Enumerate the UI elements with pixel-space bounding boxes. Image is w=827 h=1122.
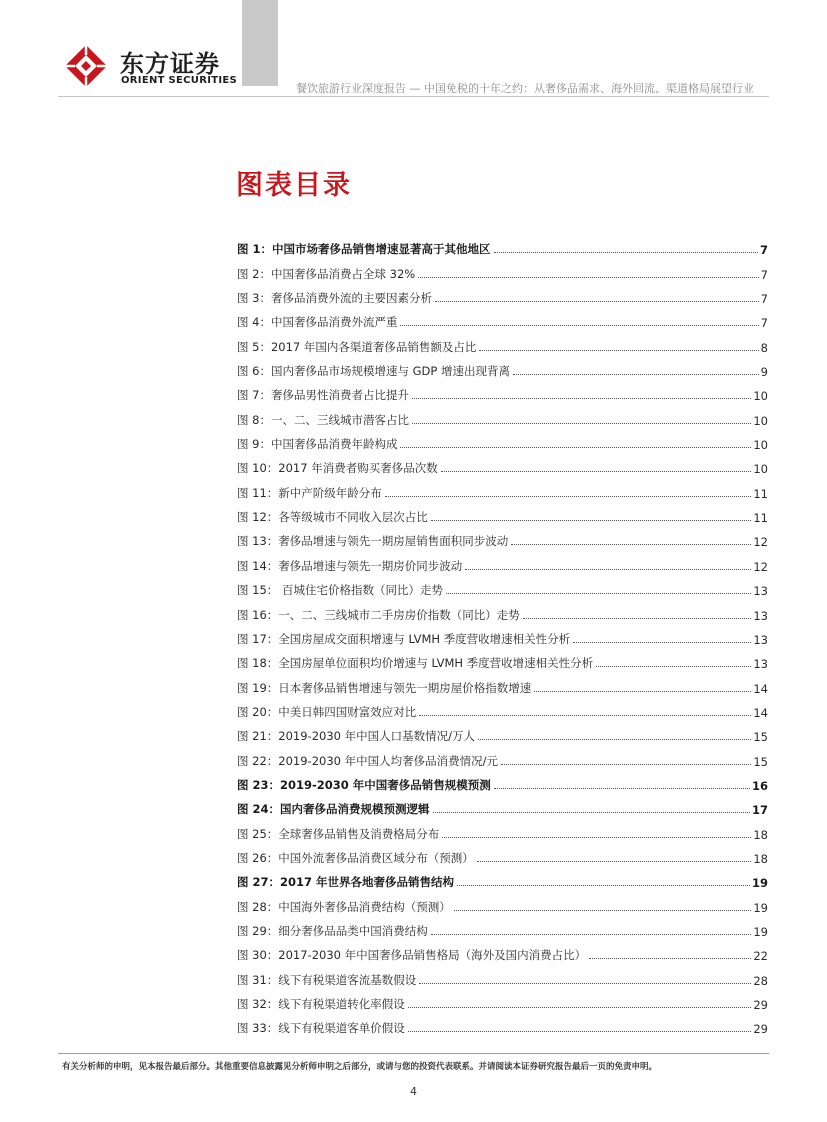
toc-entry[interactable]: [237, 647, 768, 671]
toc-entry-label: 图 24：国内奢侈品消费规模预测逻辑: [237, 802, 430, 817]
toc-dot-leader: [446, 593, 751, 594]
toc-entry-label: 图 11：新中产阶级年龄分布: [237, 485, 382, 500]
toc-dot-leader: [454, 910, 752, 911]
toc-entry-page: 18: [753, 851, 768, 866]
toc-entry-page: 22: [753, 949, 768, 964]
toc-entry[interactable]: [237, 963, 768, 987]
toc-entry-page: 14: [753, 705, 768, 720]
toc-entry[interactable]: [237, 671, 768, 695]
toc-dot-leader: [408, 1007, 752, 1008]
toc-dot-leader: [589, 958, 751, 959]
toc-entry-label: 图 25：全球奢侈品销售及消费格局分布: [237, 826, 440, 841]
toc-entry-label: 图 2：中国奢侈品消费占全球 32%: [237, 266, 416, 281]
toc-entry-page: 10: [753, 438, 768, 453]
toc-entry-label: 图 7：奢侈品男性消费者占比提升: [237, 388, 409, 403]
toc-dot-leader: [385, 496, 752, 497]
toc-entry[interactable]: [237, 282, 768, 306]
footer-disclaimer: 有关分析师的申明，见本报告最后部分。其他重要信息披露见分析师申明之后部分，或请与您的投资代表联系。并请阅读本证券研究报告最后一页的免责申明。: [62, 1062, 658, 1072]
toc-entry[interactable]: [237, 233, 768, 257]
toc-entry[interactable]: [237, 452, 768, 476]
toc-entry[interactable]: [237, 866, 768, 890]
toc-entry-label: 图 3：奢侈品消费外流的主要因素分析: [237, 291, 432, 306]
toc-entry[interactable]: [237, 842, 768, 866]
toc-entry[interactable]: [237, 403, 768, 427]
orient-logo-icon: [62, 42, 110, 90]
toc-entry-page: 7: [759, 243, 768, 258]
toc-entry[interactable]: [237, 817, 768, 841]
toc-entry-label: 图 4：中国奢侈品消费外流严重: [237, 315, 398, 330]
toc-entry-page: 16: [751, 778, 768, 793]
toc-dot-leader: [511, 544, 751, 545]
toc-entry-label: 图 5：2017 年国内各渠道奢侈品销售额及占比: [237, 339, 477, 354]
brand-name-en: ORIENT SECURITIES: [121, 75, 238, 86]
toc-dot-leader: [433, 812, 750, 813]
toc-entry-label: 图 27：2017 年世界各地奢侈品销售结构: [237, 875, 455, 890]
orient-securities-logo: [62, 42, 238, 90]
toc-entry-page: 10: [753, 462, 768, 477]
toc-entry-page: 7: [760, 292, 768, 307]
toc-entry-label: 图 31：线下有税渠道客流基数假设: [237, 972, 417, 987]
toc-entry-label: 图 30：2017-2030 年中国奢侈品销售格局（海外及国内消费占比）: [237, 948, 587, 963]
toc-dot-leader: [412, 398, 751, 399]
toc-entry-page: 11: [753, 511, 768, 526]
toc-entry-label: 图 18：全国房屋单位面积均价增速与 LVMH 季度营收增速相关性分析: [237, 656, 594, 671]
toc-entry[interactable]: [237, 257, 768, 281]
toc-entry[interactable]: [237, 720, 768, 744]
toc-dot-leader: [419, 715, 751, 716]
toc-entry-page: 13: [753, 632, 768, 647]
toc-entry-label: 图 12：各等级城市不同收入层次占比: [237, 510, 428, 525]
toc-entry[interactable]: [237, 574, 768, 598]
toc-entry-label: 图 21：2019-2030 年中国人口基数情况/万人: [237, 729, 476, 744]
toc-entry[interactable]: [237, 1012, 768, 1036]
toc-entry-label: 图 10：2017 年消费者购买奢侈品次数: [237, 461, 438, 476]
toc-entry[interactable]: [237, 549, 768, 573]
toc-entry-page: 19: [753, 924, 768, 939]
toc-entry-page: 18: [753, 827, 768, 842]
toc-entry-label: 图 26：中国外流奢侈品消费区域分布（预测）: [237, 850, 474, 865]
toc-entry[interactable]: [237, 696, 768, 720]
toc-entry-label: 图 33：线下有税渠道客单价假设: [237, 1021, 405, 1036]
page-number: 4: [410, 1085, 417, 1098]
toc-entry-page: 11: [753, 486, 768, 501]
toc-entry-label: 图 15： 百城住宅价格指数（同比）走势: [237, 583, 443, 598]
figure-index-list: [237, 233, 768, 1036]
toc-entry-label: 图 9：中国奢侈品消费年龄构成: [237, 437, 398, 452]
toc-entry-page: 29: [753, 1022, 768, 1037]
toc-entry[interactable]: [237, 330, 768, 354]
toc-dot-leader: [478, 739, 751, 740]
toc-dot-leader: [412, 423, 751, 424]
header-gray-tab: [242, 0, 278, 86]
toc-entry-page: 17: [751, 803, 768, 818]
toc-dot-leader: [523, 618, 752, 619]
toc-entry[interactable]: [237, 793, 768, 817]
toc-entry-label: 图 17：全国房屋成交面积增速与 LVMH 季度营收增速相关性分析: [237, 631, 571, 646]
toc-dot-leader: [408, 1031, 752, 1032]
toc-dot-leader: [431, 520, 752, 521]
toc-entry[interactable]: [237, 355, 768, 379]
toc-entry[interactable]: [237, 988, 768, 1012]
toc-dot-leader: [477, 861, 752, 862]
toc-entry-page: 12: [753, 535, 768, 550]
toc-entry-page: 8: [760, 340, 768, 355]
toc-entry[interactable]: [237, 890, 768, 914]
toc-entry-page: 15: [753, 730, 768, 745]
toc-entry-page: 13: [753, 608, 768, 623]
toc-entry-page: 29: [753, 998, 768, 1012]
toc-entry-page: 19: [751, 876, 768, 891]
page-title: 图表目录: [236, 170, 352, 201]
toc-entry-label: 图 20：中美日韩四国财富效应对比: [237, 704, 417, 719]
toc-dot-leader: [465, 569, 751, 570]
toc-entry-page: 13: [753, 584, 768, 599]
toc-entry-label: 图 14：奢侈品增速与领先一期房价同步波动: [237, 558, 463, 573]
toc-entry-page: 10: [753, 413, 768, 428]
toc-entry-page: 10: [753, 389, 768, 404]
toc-entry-label: 图 19：日本奢侈品销售增速与领先一期房屋价格指数增速: [237, 680, 532, 695]
toc-entry[interactable]: [237, 501, 768, 525]
report-title: 餐饮旅游行业深度报告 — 中国免税的十年之约：从奢侈品需求、海外回流、渠道格局展望行业: [296, 82, 754, 95]
toc-entry-page: 28: [753, 973, 768, 988]
header-divider: [58, 96, 769, 97]
toc-dot-leader: [494, 788, 750, 789]
toc-entry-page: 7: [760, 316, 768, 331]
toc-entry-label: 图 6：国内奢侈品市场规模增速与 GDP 增速出现背离: [237, 364, 510, 379]
toc-dot-leader: [441, 471, 752, 472]
toc-entry[interactable]: [237, 428, 768, 452]
toc-dot-leader: [479, 350, 758, 351]
toc-entry-page: 9: [760, 365, 768, 380]
toc-entry-page: 12: [753, 559, 768, 574]
footer-divider: [58, 1053, 769, 1054]
toc-entry[interactable]: [237, 623, 768, 647]
toc-entry-label: 图 29：细分奢侈品品类中国消费结构: [237, 923, 428, 938]
toc-entry-label: 图 16：一、二、三线城市二手房房价指数（同比）走势: [237, 607, 520, 622]
toc-dot-leader: [457, 885, 750, 886]
brand-name-cn: 东方证券: [120, 50, 220, 78]
toc-dot-leader: [534, 691, 751, 692]
toc-entry-page: 13: [753, 657, 768, 672]
toc-entry[interactable]: [237, 525, 768, 549]
toc-entry-label: 图 8：一、二、三线城市潜客占比: [237, 412, 409, 427]
toc-entry-label: 图 28：中国海外奢侈品消费结构（预测）: [237, 899, 451, 914]
toc-entry-label: 图 22：2019-2030 年中国人均奢侈品消费情况/元: [237, 753, 498, 768]
toc-entry[interactable]: [237, 379, 768, 403]
toc-entry[interactable]: [237, 939, 768, 963]
toc-entry[interactable]: [237, 598, 768, 622]
toc-dot-leader: [501, 764, 751, 765]
toc-entry[interactable]: [237, 476, 768, 500]
toc-entry[interactable]: [237, 306, 768, 330]
toc-entry[interactable]: [237, 769, 768, 793]
toc-dot-leader: [513, 374, 759, 375]
toc-dot-leader: [442, 837, 751, 838]
toc-dot-leader: [419, 983, 751, 984]
toc-dot-leader: [435, 301, 759, 302]
toc-entry-label: 图 23：2019-2030 年中国奢侈品销售规模预测: [237, 777, 491, 792]
toc-dot-leader: [494, 252, 758, 253]
toc-entry-label: 图 13：奢侈品增速与领先一期房屋销售面积同步波动: [237, 534, 509, 549]
toc-dot-leader: [596, 666, 751, 667]
toc-entry[interactable]: [237, 915, 768, 939]
toc-dot-leader: [573, 642, 751, 643]
toc-entry-page: 15: [753, 754, 768, 769]
toc-dot-leader: [431, 934, 752, 935]
toc-dot-leader: [400, 447, 751, 448]
toc-entry-page: 14: [753, 681, 768, 696]
toc-entry-page: 19: [753, 900, 768, 915]
toc-dot-leader: [418, 277, 758, 278]
toc-entry-label: 图 1：中国市场奢侈品销售增速显著高于其他地区: [237, 242, 491, 257]
toc-entry[interactable]: [237, 744, 768, 768]
toc-entry-page: 7: [760, 267, 768, 282]
toc-entry-label: 图 32：线下有税渠道转化率假设: [237, 997, 405, 1011]
toc-dot-leader: [400, 325, 758, 326]
